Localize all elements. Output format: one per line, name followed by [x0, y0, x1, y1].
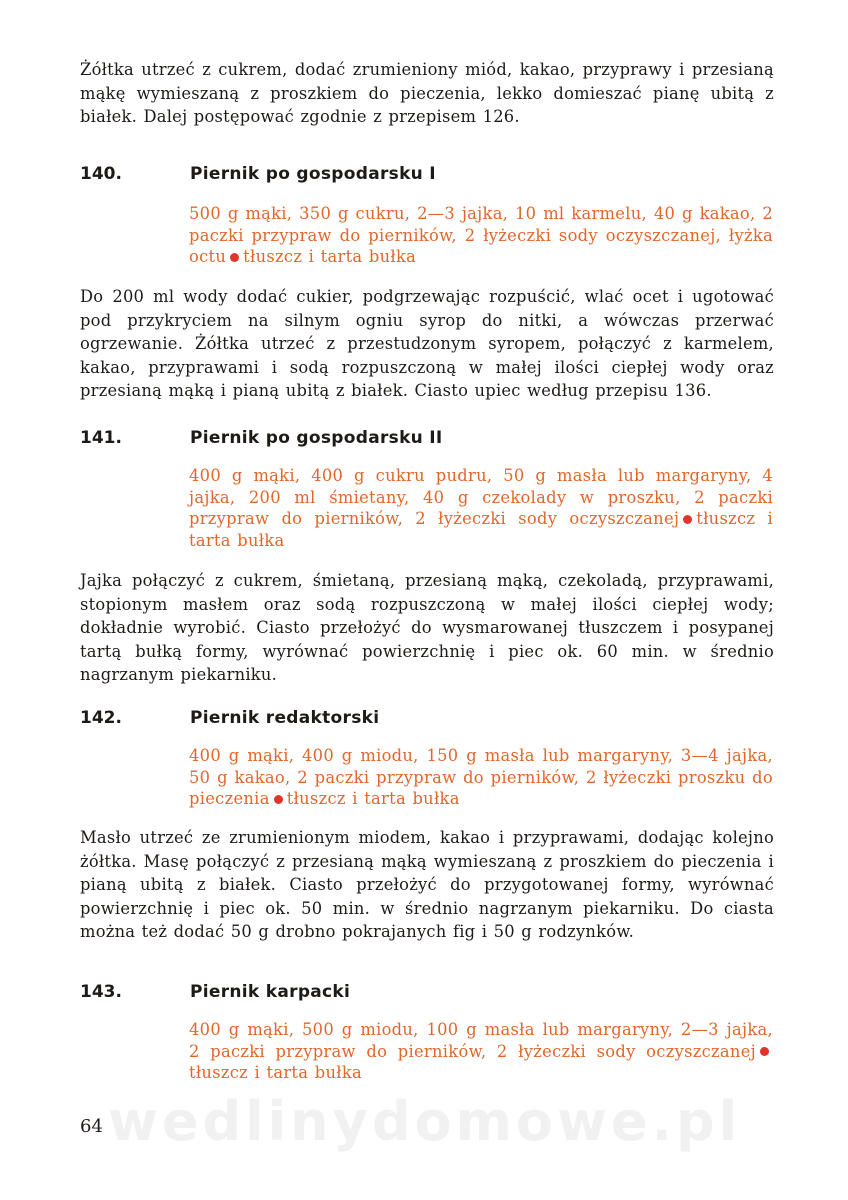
ingredients-list: 400 g mąki, 400 g miodu, 150 g masła lub margaryny, 3—4 jajka, 50 g kakao, 2 paczki przypraw do pierników, 2 łyżeczki proszku do pieczenia [189, 746, 773, 808]
page-number: 64 [80, 1116, 103, 1137]
recipe-142-ingredients [189, 745, 773, 810]
recipe-title: Piernik karpacki [190, 982, 351, 1002]
recipe-title: Piernik po gospodarsku II [190, 428, 443, 448]
bullet-dot-icon [230, 253, 239, 262]
ingredients-extra: tłuszcz i tarta bułka [189, 1063, 363, 1082]
ingredients-extra: tłuszcz i tarta bułka [189, 509, 773, 550]
recipe-140-method: Do 200 ml wody dodać cukier, podgrzewając rozpuścić, wlać ocet i ugotować pod przykryciem na silnym ogniu syrop do nitki, a wówczas przerwać ogrzewanie. Żółtka utrzeć z przestudzonym syropem, połączyć z karmelem, kakao, przyprawami i sodą rozpuszczoną w małej ilości ciepłej wody oraz przesianą mąką i pianą ubitą z białek. Ciasto upiec według przepisu 136. [80, 287, 774, 400]
bullet-dot-icon [274, 795, 283, 804]
recipe-141-method: Jajka połączyć z cukrem, śmietaną, przesianą mąką, czekoladą, przyprawami, stopionym masłem oraz sodą rozpuszczoną w małej ilości ciepłej wody; dokładnie wyrobić. Ciasto przełożyć do wysmarowanej tłuszczem i posypanej tartą bułką formy, wyrównać powierzchnię i piec ok. 60 min. w średnio nagrzanym piekarniku. [80, 571, 774, 684]
ingredients-list: 400 g mąki, 400 g cukru pudru, 50 g masła lub margaryny, 4 jajka, 200 ml śmietany, 40 g czekolady w proszku, 2 paczki przypraw do pierników, 2 łyżeczki sody oczyszczanej [189, 466, 773, 528]
recipe-number: 142. [80, 708, 122, 728]
recipe-141-ingredients [189, 465, 773, 551]
bullet-dot-icon [683, 515, 692, 524]
bullet-dot-icon [760, 1047, 769, 1056]
recipe-140-ingredients [189, 203, 773, 268]
recipe-title: Piernik redaktorski [190, 708, 380, 728]
recipe-142-method: Masło utrzeć ze zrumienionym miodem, kakao i przyprawami, dodając kolejno żółtka. Masę połączyć z przesianą mąką wymieszaną z proszkiem do pieczenia i pianą ubitą z białek. Ciasto przełożyć do przygotowanej formy, wyrównać powierzchnię i piec ok. 50 min. w średnio nagrzanym piekarniku. Do ciasta można też dodać 50 g drobno pokrajanych fig i 50 g rodzynków. [80, 828, 774, 941]
recipe-title: Piernik po gospodarsku I [190, 164, 436, 184]
ingredients-extra: tłuszcz i tarta bułka [243, 247, 417, 266]
intro-paragraph: Żółtka utrzeć z cukrem, dodać zrumieniony miód, kakao, przyprawy i przesianą mąkę wymieszaną z proszkiem do pieczenia, lekko domieszać pianę ubitą z białek. Dalej postępować zgodnie z przepisem 126. [80, 60, 774, 126]
ingredients-extra: tłuszcz i tarta bułka [286, 789, 460, 808]
ingredients-list: 500 g mąki, 350 g cukru, 2—3 jajka, 10 ml karmelu, 40 g kakao, 2 paczki przypraw do pierników, 2 łyżeczki sody oczyszczanej, łyżka octu [189, 204, 773, 266]
recipe-number: 140. [80, 164, 122, 184]
recipe-143-ingredients [189, 1019, 773, 1084]
recipe-number: 143. [80, 982, 122, 1002]
ingredients-list: 400 g mąki, 500 g miodu, 100 g masła lub margaryny, 2—3 jajka, 2 paczki przypraw do pierników, 2 łyżeczki sody oczyszczanej [189, 1020, 773, 1061]
watermark: wedlinydomowe.pl [108, 1090, 742, 1153]
recipe-number: 141. [80, 428, 122, 448]
